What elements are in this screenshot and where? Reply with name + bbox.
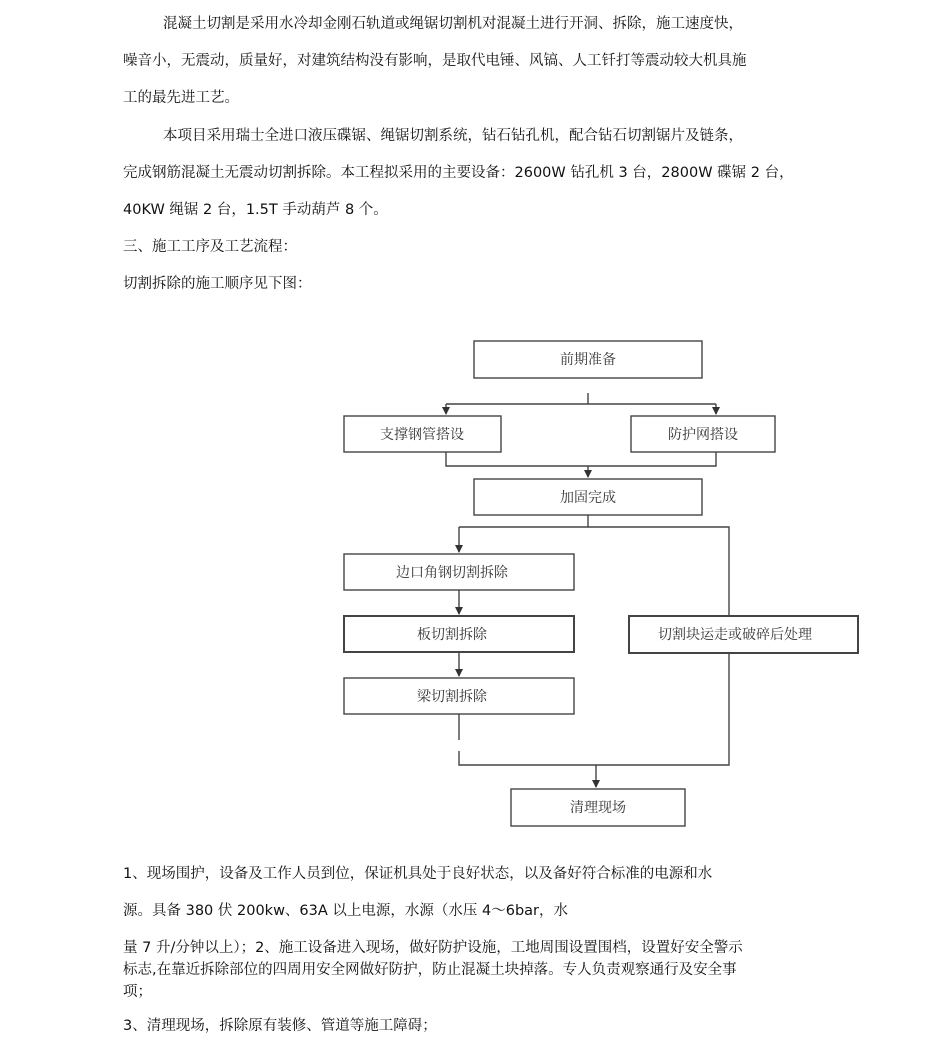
label-slab-cut: 板切割拆除	[417, 627, 487, 643]
connector-merge	[446, 452, 716, 466]
label-net: 防护网搭设	[668, 427, 738, 443]
para2-line3: 40KW 绳锯 2 台，1.5T 手动葫芦 8 个。	[123, 202, 388, 218]
connector-bottom-merge	[459, 653, 729, 765]
flowchart-intro: 切割拆除的施工顺序见下图：	[123, 276, 312, 292]
step1-line1: 1、现场围护，设备及工作人员到位，保证机具处于良好状态，以及备好符合标准的电源和水	[123, 866, 713, 882]
step2-line2: 标志,在靠近拆除部位的四周用安全网做好防护，防止混凝土块掉落。专人负责观察通行及安全事	[123, 962, 737, 978]
para1-line3: 工的最先进工艺。	[123, 90, 239, 106]
label-reinforce: 加固完成	[560, 490, 616, 506]
label-support: 支撑钢管搭设	[380, 427, 464, 443]
step2-line3: 项；	[123, 984, 152, 1000]
step2-line1: 量 7 升/分钟以上）；2、施工设备进入现场，做好防护设施，工地周围设置围档，设置好安全警示	[123, 940, 743, 956]
label-edge-cut: 边口角钢切割拆除	[396, 565, 508, 581]
para1-line1: 混凝土切割是采用水冷却金刚石轨道或绳锯切割机对混凝土进行开洞、拆除，施工速度快，	[163, 16, 743, 32]
label-transport: 切割块运走或破碎后处理	[658, 627, 812, 643]
para1-line2: 噪音小，无震动，质量好，对建筑结构没有影响，是取代电锤、风镐、人工钎打等震动较大机具施	[123, 53, 747, 69]
para2-line1: 本项目采用瑞士全进口液压碟锯、绳锯切割系统，钻石钻孔机，配合钻石切割锯片及链条，	[163, 128, 743, 144]
step3-line1: 3、清理现场，拆除原有装修、管道等施工障碍；	[123, 1018, 437, 1034]
connector-prep-split	[446, 393, 716, 404]
label-prep: 前期准备	[560, 352, 616, 368]
step1-line2: 源。具备 380 伏 200kw、63A 以上电源，水源（水压 4～6bar，水	[123, 903, 569, 919]
label-beam-cut: 梁切割拆除	[417, 689, 487, 705]
label-cleanup: 清理现场	[570, 800, 626, 816]
section-title: 三、施工工序及工艺流程：	[123, 239, 297, 255]
para2-line2: 完成钢筋混凝土无震动切割拆除。本工程拟采用的主要设备：2600W 钻孔机 3 台，2800W 碟锯 2 台，	[123, 165, 794, 181]
